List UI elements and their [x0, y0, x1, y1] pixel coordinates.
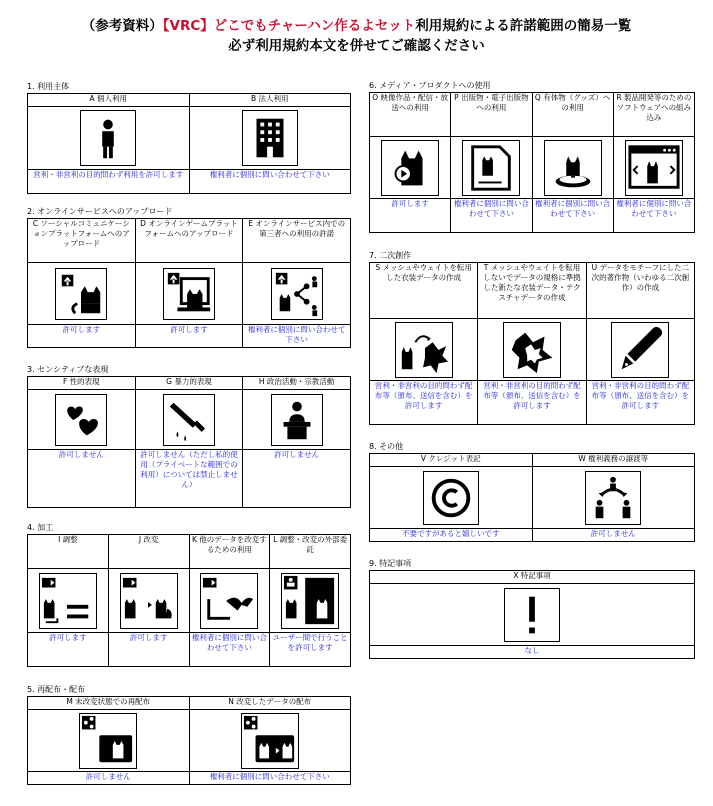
item-label: S メッシュやウェイトを転用した衣装データの作成 — [370, 263, 478, 319]
status-text: 営利・非営利の目的問わず配布等（頒布、送信を含む）を許可します — [586, 381, 694, 425]
publication-icon — [462, 140, 520, 196]
section-title: 5. 再配布・配布 — [27, 685, 86, 694]
status-text: なし — [370, 646, 695, 659]
section-title: 7. 二次創作 — [369, 251, 412, 260]
item-label: W 権利義務の譲渡等 — [532, 454, 695, 467]
item-label: C ソーシャルコミュニケーションプラットフォームへのアップロード — [28, 219, 136, 263]
item-label: I 調整 — [28, 535, 109, 569]
pen-icon — [611, 322, 669, 378]
upload-monitor-icon — [163, 268, 215, 320]
title-suffix: 利用規約による許諾範囲の簡易一覧 — [415, 18, 632, 34]
item-label: M 未改変状態での再配布 — [28, 697, 190, 710]
section-title: 9. 特記事項 — [369, 559, 412, 568]
section-sensitive — [27, 364, 351, 508]
status-text: 権利者に個別に問い合わせて下さい — [189, 772, 351, 785]
status-text: 許可しません — [28, 772, 190, 785]
page-title — [0, 16, 713, 56]
item-label: E オンラインサービス内での第三者への利用の許諾 — [243, 219, 351, 263]
upload-cat-icon — [55, 268, 107, 320]
new-clothing-icon — [503, 322, 561, 378]
redistribute-icon — [79, 713, 137, 769]
status-text: 許可しません — [28, 450, 136, 508]
share-users-icon — [271, 268, 323, 320]
item-label: R 製品開発等のためのソフトウェアへの組み込み — [613, 93, 694, 137]
item-label: O 映像作品・配信・放送への利用 — [370, 93, 451, 137]
status-text: 許可しません（ただし私的使用（プライベートな範囲での利用）については禁止しません） — [135, 450, 243, 508]
section-title: 8. その他 — [369, 442, 404, 451]
item-label: D オンラインゲームプラットフォームへのアップロード — [135, 219, 243, 263]
outsource-icon — [281, 573, 339, 629]
status-text: 権利者に個別に問い合わせて下さい — [532, 199, 613, 233]
person-icon — [80, 110, 136, 166]
section-others — [369, 441, 695, 542]
software-icon — [625, 140, 683, 196]
item-label: J 改変 — [108, 535, 189, 569]
section-title: 6. メディア・プロダクトへの使用 — [369, 81, 491, 90]
item-label: N 改変したデータの配布 — [189, 697, 351, 710]
status-text: 権利者に個別に問い合わせて下さい — [451, 199, 532, 233]
page-subtitle: 必ず利用規約本文を併せてご確認ください — [228, 38, 485, 54]
item-label: Q 有体物（グッズ）への利用 — [532, 93, 613, 137]
section-processing — [27, 522, 351, 667]
item-label: A 個人利用 — [28, 94, 190, 107]
status-text: 権利者に個別に問い合わせて下さい — [189, 170, 351, 194]
status-text: ユーザー間で行うことを許可します — [270, 633, 351, 667]
goods-icon — [544, 140, 602, 196]
section-media-product — [369, 80, 695, 233]
status-text: 許可します — [135, 325, 243, 348]
modify-icon — [120, 573, 178, 629]
item-label: U データをモチーフにした二次的著作物（いわゆる二次創作）の作成 — [586, 263, 694, 319]
exclamation-icon — [504, 588, 560, 642]
status-text: 不要ですがあると嬉しいです — [370, 529, 533, 542]
section-special-notes — [369, 558, 695, 659]
mesh-clothing-icon — [395, 322, 453, 378]
title-product: 【VRC】どこでもチャーハン作るよセット — [162, 18, 416, 34]
status-text: 権利者に個別に問い合わせて下さい — [243, 325, 351, 348]
title-prefix: （参考資料） — [81, 18, 163, 34]
knife-icon — [163, 394, 215, 446]
section-title: 1. 利用主体 — [27, 82, 70, 91]
section-title: 3. センシティブな表現 — [27, 365, 109, 374]
item-label: F 性的表現 — [28, 377, 136, 390]
status-text: 営利・非営利の目的問わず配布等（頒布、送信を含む）を許可します — [370, 381, 478, 425]
copyright-icon — [423, 471, 479, 525]
item-label: X 特記事項 — [370, 571, 695, 584]
video-icon — [381, 140, 439, 196]
section-usage-subject — [27, 81, 351, 194]
item-label: B 法人利用 — [189, 94, 351, 107]
item-label: H 政治活動・宗教活動 — [243, 377, 351, 390]
section-title: 4. 加工 — [27, 523, 54, 532]
section-derivative — [369, 250, 695, 425]
building-icon — [242, 110, 298, 166]
item-label: G 暴力的表現 — [135, 377, 243, 390]
item-label: P 出版物・電子出版物への利用 — [451, 93, 532, 137]
status-text: 許可します — [370, 199, 451, 233]
status-text: 営利・非営利の目的問わず配布等（頒布、送信を含む）を許可します — [478, 381, 586, 425]
transfer-icon — [585, 471, 641, 525]
status-text: 許可します — [28, 325, 136, 348]
status-text: 許可します — [108, 633, 189, 667]
status-text: 権利者に個別に問い合わせて下さい — [613, 199, 694, 233]
status-text: 許可します — [28, 633, 109, 667]
status-text: 許可しません — [243, 450, 351, 508]
use-other-icon — [200, 573, 258, 629]
status-text: 許可しません — [532, 529, 695, 542]
item-label: V クレジット表記 — [370, 454, 533, 467]
distribute-modified-icon — [241, 713, 299, 769]
status-text: 権利者に個別に問い合わせて下さい — [189, 633, 270, 667]
section-title: 2. オンラインサービスへのアップロード — [27, 207, 173, 216]
hearts-icon — [55, 394, 107, 446]
item-label: K 他のデータを改変するための利用 — [189, 535, 270, 569]
item-label: T メッシュやウェイトを転用しないでデータの規格に準拠した新たな衣装データ・テクスチャデータの作成 — [478, 263, 586, 319]
adjust-icon — [39, 573, 97, 629]
status-text: 営利・非営利の目的問わず利用を許可します — [28, 170, 190, 194]
section-online-upload — [27, 206, 351, 348]
podium-icon — [271, 394, 323, 446]
section-distribution — [27, 684, 351, 785]
item-label: L 調整・改変の外部委託 — [270, 535, 351, 569]
